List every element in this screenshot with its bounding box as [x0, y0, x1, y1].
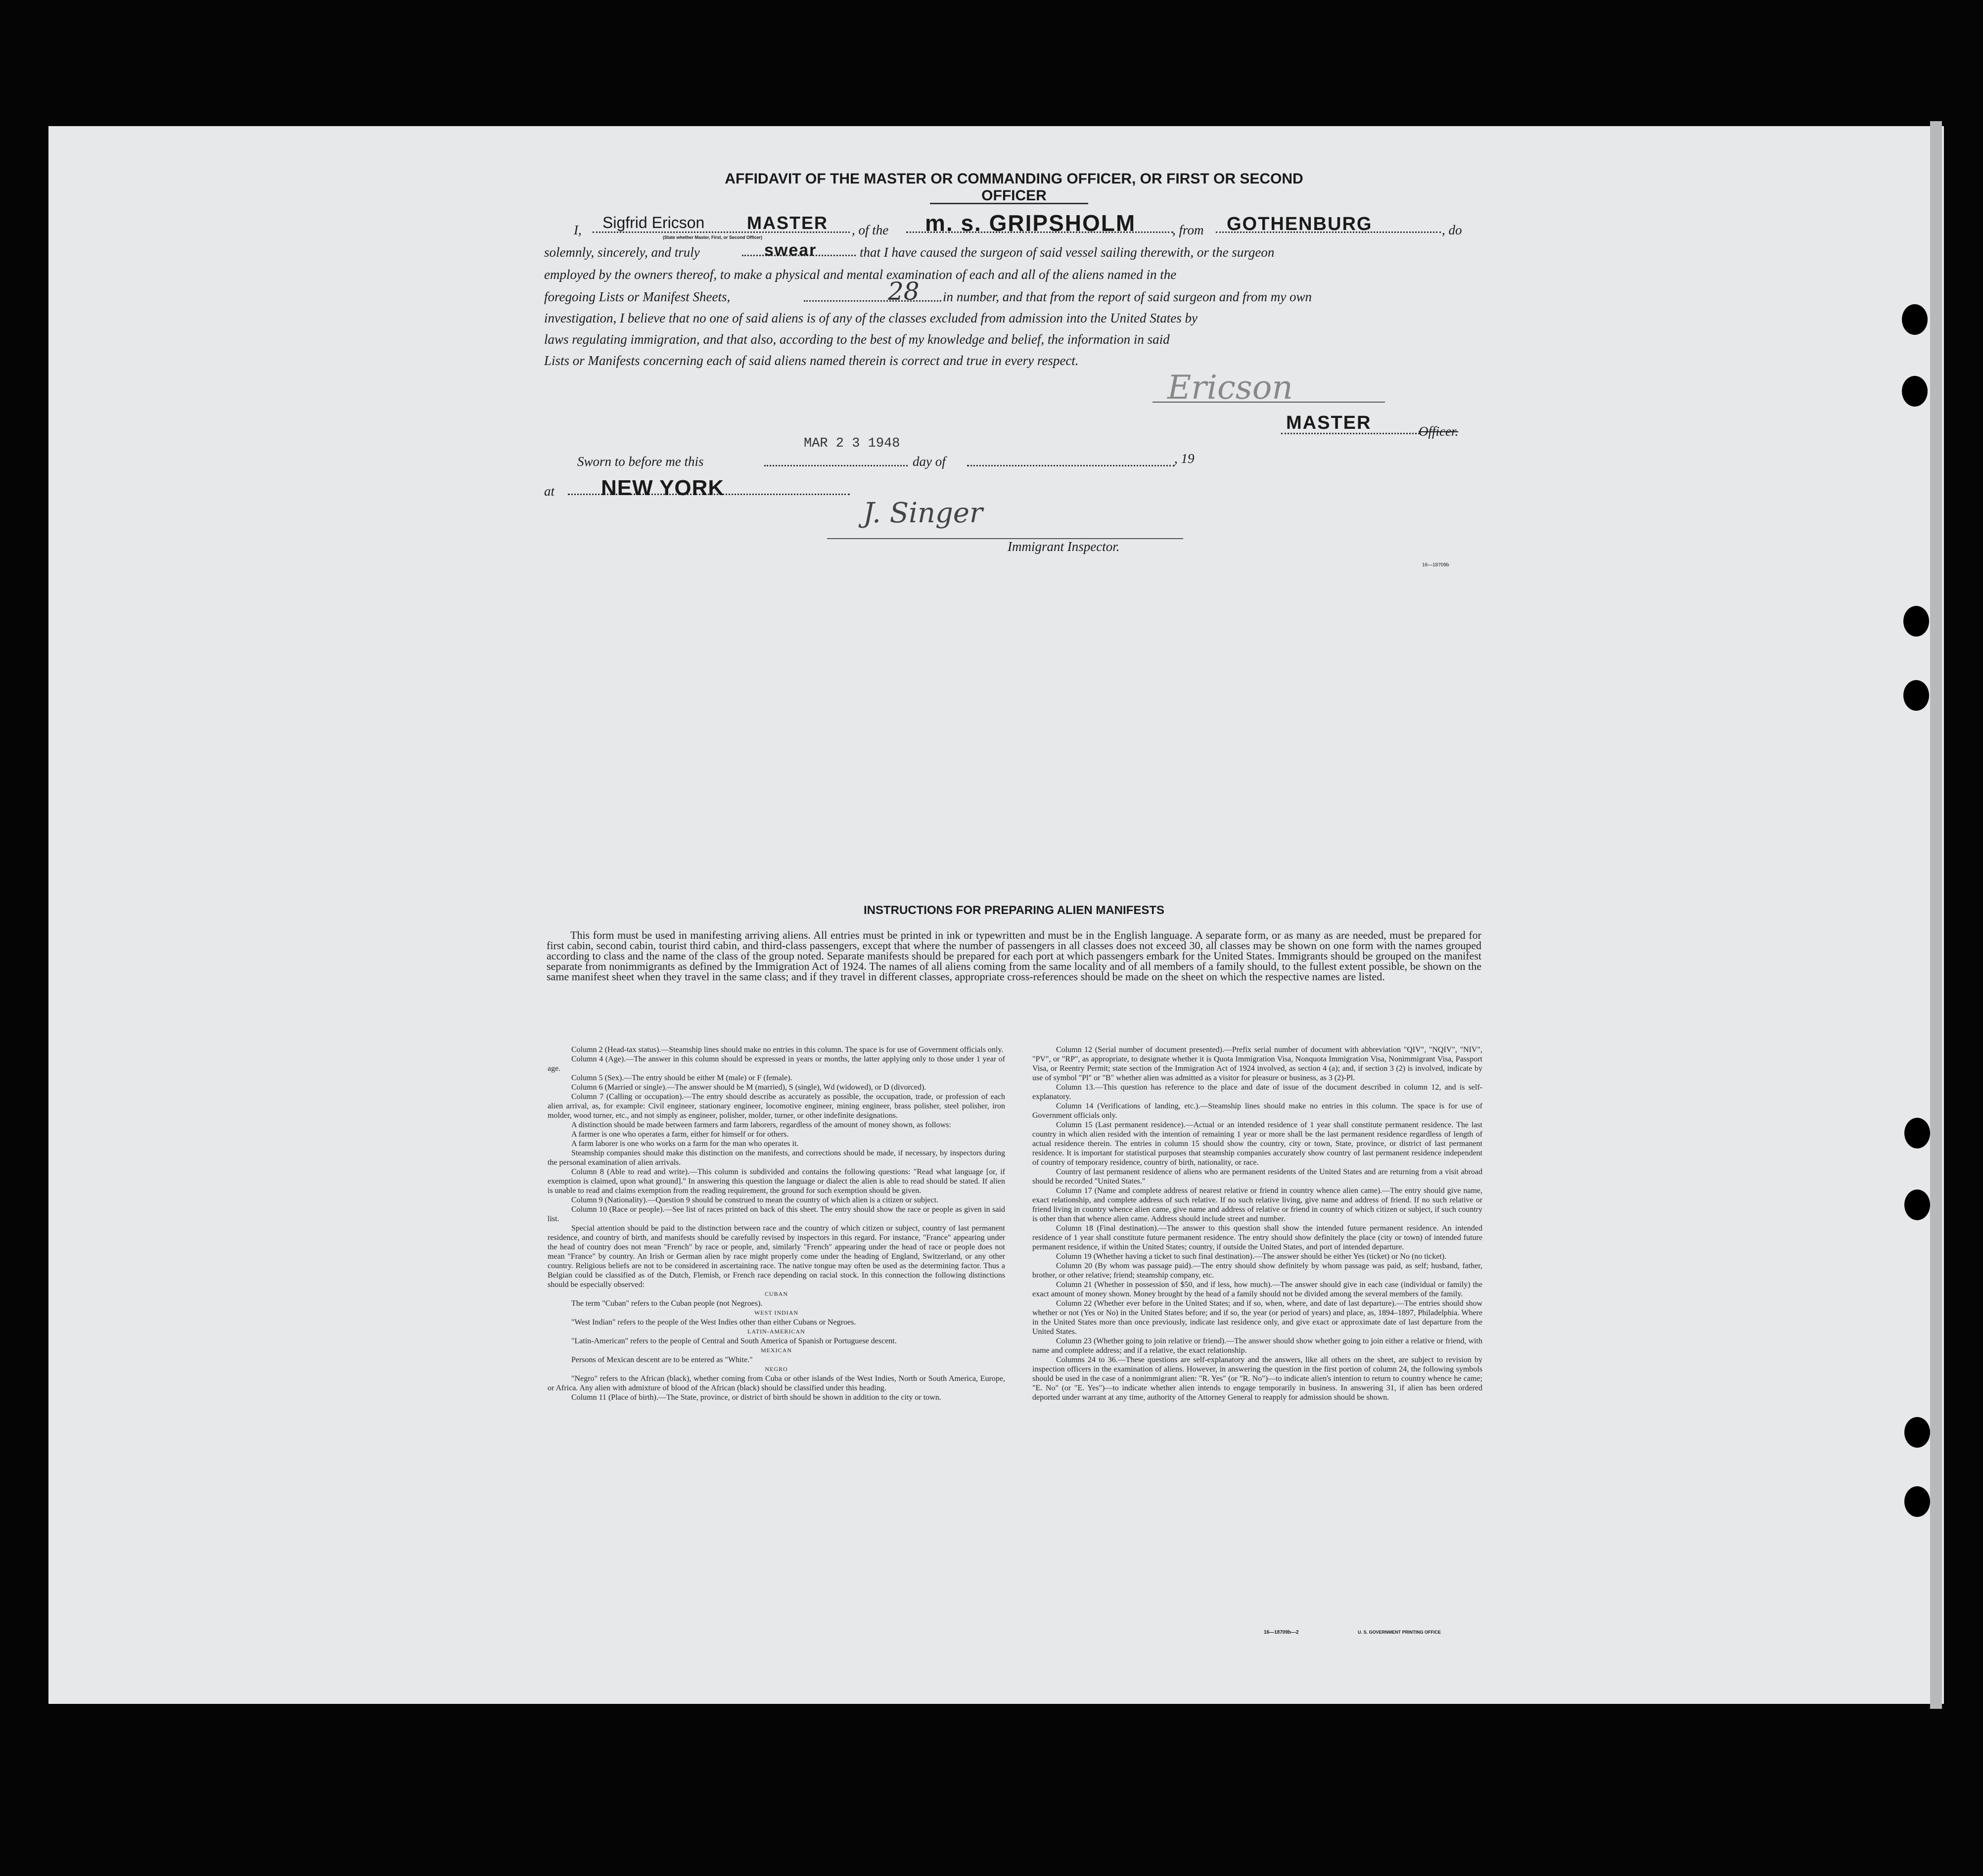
instruction-column-8: Column 8 (Able to read and write).—This column is subdivided and contains the following questions: "Read what language [or, if exemption is claimed, upon what ground]." In answering this question the language or dialect the alien is able to read should be stated. If alien is unable to read and claims exemption from the reading requirement, the ground for such exemption should be given. [548, 1168, 1005, 1195]
instruction-residence-note: Country of last permanent residence of aliens who are permanent residents of the United States and are returning from a visit abroad should be recorded "United States." [1032, 1168, 1482, 1186]
binder-hole [1902, 376, 1928, 407]
form-number: 16—18709b [1422, 562, 1449, 568]
year-label: , 19 [1174, 451, 1195, 466]
intro-paragraph: This form must be used in manifesting arriving aliens. All entries must be printed in ink or typewritten and must be in the English language. A separate form, or as many as are needed, must be prepared for first cabin, second cabin, tourist third cabin, and third-class passengers, except that where the number of passengers in all classes does not exceed 30, all classes may be shown on one form with the names grouped according to class and the name of the class of the group noted. Separate manifests should be prepared for each port at which passengers embark for the United States. Immigrants should be grouped on the manifest separate from nonimmigrants as defined by the Immigration Act of 1924. The names of all aliens coming from the same locality and of all members of a family should, to the fullest extent possible, be shown on the same manifest sheet when they travel in the same class; and if they travel in different classes, appropriate cross-references should be made on the sheet on which the respective names are listed. [547, 929, 1481, 983]
binder-hole [1904, 1417, 1930, 1448]
inspector-title: Immigrant Inspector. [1008, 539, 1120, 554]
instructions-left-column [548, 1045, 1005, 1402]
affidavit-line-6: laws regulating immigration, and that also, according to the best of my knowledge and belief, the information in said [544, 332, 1170, 347]
affidavit-line-4a: foregoing Lists or Manifest Sheets, [544, 289, 731, 304]
place-stamp: NEW YORK [601, 476, 725, 500]
port-name: GOTHENBURG [1227, 214, 1373, 234]
signature-rule [1153, 402, 1385, 403]
instruction-column-10: Column 10 (Race or people).—See list of races printed on back of this sheet. The entry should show the race or people as given in said list. [548, 1205, 1005, 1223]
instructions-right-column [1032, 1045, 1482, 1402]
instruction-column-5: Column 5 (Sex).—The entry should be either M (male) or F (female). [571, 1074, 792, 1082]
instruction-column-11: Column 11 (Place of birth).—The State, province, or district of birth should be shown in addition to the city or town. [571, 1393, 941, 1402]
affidavit-heading: AFFIDAVIT OF THE MASTER OR COMMANDING OFFICER, OR FIRST OR SECOND OFFICER [725, 171, 1303, 204]
instruction-farmer-distinction: A distinction should be made between farmers and farm laborers, regardless of the amount of money shown, as follows: [571, 1121, 951, 1129]
instructions-title: INSTRUCTIONS FOR PREPARING ALIEN MANIFESTS [863, 904, 1164, 917]
instruction-column-14: Column 14 (Verifications of landing, etc.).—Steamship lines should make no entries in this column. The space is for use of Government officials only. [1032, 1102, 1482, 1120]
instruction-farm-laborer: A farm laborer is one who works on a farm for the man who operates it. [571, 1140, 799, 1148]
sworn-date-line [764, 465, 908, 466]
west-indian-text: "West Indian" refers to the people of the West Indies other than either Cubans or Negroes. [571, 1318, 856, 1327]
instruction-column-15: Column 15 (Last permanent residence).—Actual or an intended residence of 1 year shall constitute permanent residence. The last country in which alien resided with the intention of remaining 1 year or more shall be the last permanent residence regardless of length of actual residence therein. The entries in column 15 should show the country, city or town, State, province, or district of last permanent residence. It is important for statistical purposes that steamship companies accurately show country of last permanent residence independent of country of temporary residence, country of birth, nationality, or race. [1032, 1121, 1482, 1167]
signer-rank: MASTER [1286, 412, 1372, 433]
instruction-race-distinction: Special attention should be paid to the distinction between race and the country of which citizen or subject, country of last permanent residence, and country of birth, and manifests should be carefully revised by inspectors in this regard. For instance, "France" appearing under the head of country does not mean "French" by race or people, and, similarly "French" appearing under the head of race or people does not mean "France" by country. An Irish or German alien by race might properly come under the heading of England, Switzerland, or any other country. Religious beliefs are not to be considered in ascertaining race. The native tongue may often be used as the determining factor. Thus a Belgian could be classified as of the Dutch, Flemish, or French race depending on racial stock. In this connection the following distinctions should be especially observed: [548, 1224, 1005, 1289]
master-name: Sigfrid Ericson [602, 214, 705, 231]
instruction-column-9: Column 9 (Nationality).—Question 9 should be construed to mean the country of which alien is a citizen or subject. [571, 1196, 939, 1204]
rank-stamp: MASTER [747, 213, 828, 233]
affidavit-line-5: investigation, I believe that no one of said aliens is of any of the classes excluded from admission into the United States by [544, 311, 1198, 325]
latin-american-text: "Latin-American" refers to the people of Central and South America of Spanish or Portuguese descent. [571, 1337, 897, 1345]
instruction-column-19: Column 19 (Whether having a ticket to such final destination).—The answer should be either Yes (ticket) or No (no ticket). [1056, 1252, 1447, 1261]
west-indian-heading: WEST INDIAN [754, 1309, 799, 1316]
at-label: at [544, 484, 555, 499]
instruction-column-12: Column 12 (Serial number of document presented).—Prefix serial number of document with abbreviation "QIV", "NQIV", "NIV", "PV", or "RP", as appropriate, to designate whether it is Quota Immigration Visa, Nonquota Immigration Visa, Nonimmigrant Visa, Passport Visa, or Reentry Permit; state section of the Immigration Act of 1924 involved, as section 4 (a); and, if section 3 (2) is involved, indicate by use of symbol "Pl" or "B" whether alien was admitted as a visitor for pleasure or business, as 3 (2)-Pl. [1032, 1046, 1482, 1082]
of-the-label: , of the [852, 223, 889, 237]
sworn-label: Sworn to before me this [577, 454, 704, 469]
instruction-column-18: Column 18 (Final destination).—The answer to this question shall show the intended future permanent residence. An intended residence of 1 year shall constitute future permanent residence. The entry should show definitely the place (city or town) of intended future permanent residence, if within the United States; country, if outside the United States, and port of intended departure. [1032, 1224, 1482, 1251]
affidavit-line-2b: that I have caused the surgeon of said vessel sailing therewith, or the surgeon [860, 245, 1275, 260]
sheet-count-line [804, 300, 941, 302]
inspector-signature: J. Singer [863, 497, 983, 529]
instruction-column-20: Column 20 (By whom was passage paid).—The entry should show definitely by whom passage was paid, as self; husband, father, brother, or other relative; friend; steamship company, etc. [1032, 1262, 1482, 1280]
rank-hint: (State whether Master, First, or Second Officer) [663, 235, 763, 240]
instruction-column-21: Column 21 (Whether in possession of $50, and if less, how much).—The answer should give in each case (individual or family) the exact amount of money shown. Money brought by the head of a family should not be divided among the several members of the family. [1032, 1281, 1482, 1298]
negro-heading: NEGRO [765, 1366, 788, 1373]
binder-hole [1903, 606, 1929, 637]
mexican-text: Persons of Mexican descent are to be entered as "White." [571, 1356, 753, 1364]
instruction-column-22: Column 22 (Whether ever before in the United States; and if so, when, where, and date of last departure).—The entries should show whether or not (Yes or No) in the United States before; and if so, the year (or period of years) and place, as, 1894–1897, Philadelphia. Where in the United States more than once previously, indicate last residence only, and give exact or approximate date of last departure from the United States. [1032, 1299, 1482, 1336]
binder-hole [1904, 1486, 1930, 1517]
footer-code: 16—18709b—2 [1264, 1630, 1299, 1635]
affidavit-line-4b: in number, and that from the report of said surgeon and from my own [943, 289, 1312, 304]
instruction-column-7: Column 7 (Calling or occupation).—The entry should describe as accurately as possible, the occupation, trade, or profession of each alien arrival, as, for example: Civil engineer, stationary engineer, locomotive engineer, mining engineer, brass polisher, steel polisher, iron molder, wood turner, etc., and not simply as engineer, polisher, molder, turner, or other indefinite designations. [548, 1093, 1005, 1120]
page-edge [1930, 121, 1942, 1709]
instruction-column-13: Column 13.—This question has reference to the place and date of issue of the document described in column 12, and is self-explanatory. [1032, 1083, 1482, 1101]
affidavit-line-2a: solemnly, sincerely, and truly [544, 245, 700, 260]
affidavit-line-7: Lists or Manifests concerning each of said aliens named therein is correct and true in every respect. [544, 353, 1079, 368]
master-signature: Ericson [1167, 368, 1293, 407]
i-label: I, [574, 223, 582, 237]
month-line [967, 465, 1175, 466]
cuban-text: The term "Cuban" refers to the Cuban people (not Negroes). [571, 1299, 763, 1308]
instruction-farmer: A farmer is one who operates a farm, either for himself or for others. [571, 1130, 789, 1139]
do-label: , do [1442, 223, 1462, 237]
oath-word: swear [764, 241, 817, 260]
affidavit-line-3: employed by the owners thereof, to make a physical and mental examination of each and all of the aliens named in the [544, 267, 1177, 282]
instruction-column-2: Column 2 (Head-tax status).—Steamship lines should make no entries in this column. The space is for use of Government officials only. [571, 1046, 1004, 1054]
printer-imprint: U. S. GOVERNMENT PRINTING OFFICE [1358, 1630, 1441, 1635]
instruction-columns-24-36: Columns 24 to 36.—These questions are self-explanatory and the answers, like all others on the sheet, are subject to revision by inspection officers in the examination of aliens. However, in answering the question in the first portion of column 24, the following symbols should be used in the case of a nonimmigrant alien: "R. Yes" (or "R. No")—to indicate alien's intention to return to country whence he came; "E. No" (or "E. Yes")—to indicate whether alien intends to engage temporarily in business. In answering 31, if alien has been ordered deported under warrant at any time, authority of the Attorney General to reapply for admission should be shown. [1032, 1356, 1482, 1402]
day-of-label: day of [913, 454, 946, 469]
signer-line [1281, 433, 1420, 434]
binder-hole [1904, 1118, 1930, 1148]
heading-rule [930, 203, 1088, 204]
binder-hole [1904, 1190, 1930, 1220]
officer-label: Officer. [1419, 424, 1459, 439]
binder-hole [1903, 680, 1929, 711]
vessel-name: m. s. GRIPSHOLM [925, 210, 1136, 236]
from-label: , from [1172, 223, 1204, 237]
sheet-count: 28 [888, 277, 920, 306]
binder-hole [1902, 304, 1928, 335]
latin-american-heading: LATIN-AMERICAN [747, 1328, 805, 1335]
inspector-rule [827, 538, 1183, 539]
negro-text: "Negro" refers to the African (black), whether coming from Cuba or other islands of the West Indies, North or South America, Europe, or Africa. Any alien with admixture of blood of the African (black) should be classified under this heading. [548, 1374, 1005, 1392]
instruction-column-6: Column 6 (Married or single).—The answer should be M (married), S (single), Wd (widowed), or D (divorced). [571, 1083, 926, 1092]
instructions-intro [547, 930, 1481, 982]
mexican-heading: MEXICAN [761, 1347, 792, 1354]
instruction-column-4: Column 4 (Age).—The answer in this column should be expressed in years or months, the latter applying only to those under 1 year of age. [548, 1055, 1005, 1073]
date-stamp: MAR 2 3 1948 [804, 436, 900, 451]
instruction-steamship-note: Steamship companies should make this distinction on the manifests, and corrections should be made, if necessary, by inspectors during the personal examination of alien arrivals. [548, 1149, 1005, 1167]
instruction-column-17: Column 17 (Name and complete address of nearest relative or friend in country whence alien came).—The entry should give name, exact relationship, and complete address of such relative. If no such relative living, give name and address of friend. If no such relative or friend living in country whence alien came, give name and address of relative or friend in country of which citizen or subject, if such country is other than that whence alien came. Address should include street and number. [1032, 1187, 1482, 1223]
instruction-column-23: Column 23 (Whether going to join relative or friend).—The answer should show whether going to join either a relative or friend, with name and complete address; and if a relative, the exact relationship. [1032, 1337, 1482, 1355]
cuban-heading: CUBAN [764, 1290, 788, 1297]
